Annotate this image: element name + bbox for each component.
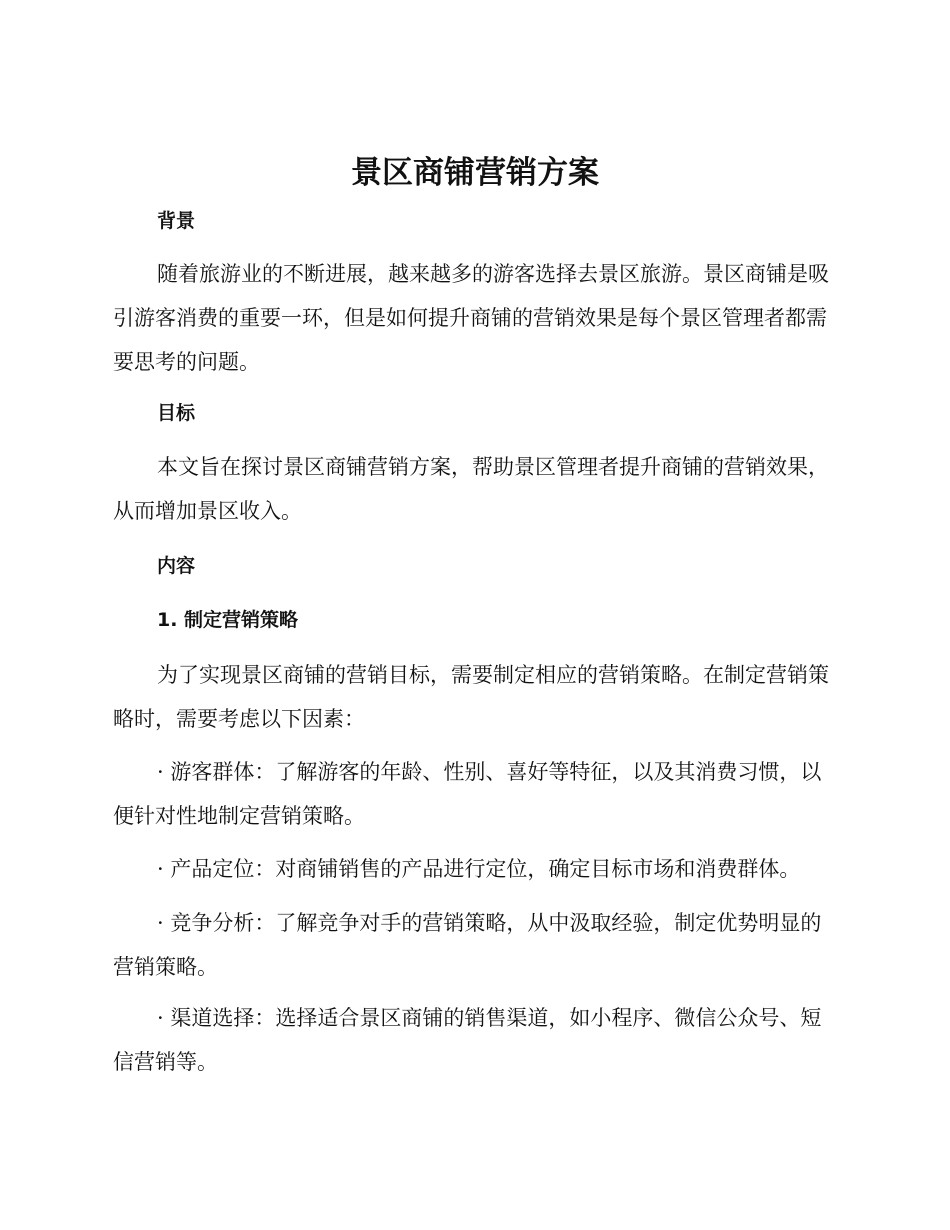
strategy-intro-paragraph: 为了实现景区商铺的营销目标，需要制定相应的营销策略。在制定营销策略时，需要考虑以下因素： [113, 663, 829, 731]
bullet-competition-analysis: · 竞争分析：了解竞争对手的营销策略，从中汲取经验，制定优势明显的营销策略。 [113, 911, 822, 979]
bullet-visitor-group: · 游客群体：了解游客的年龄、性别、喜好等特征，以及其消费习惯，以便针对性地制定营销策略。 [113, 760, 822, 828]
background-heading: 背景 [157, 210, 196, 232]
document-title: 景区商铺营销方案 [351, 155, 599, 191]
content-subheading: 1. 制定营销策略 [157, 609, 299, 631]
goal-heading: 目标 [157, 402, 196, 424]
background-paragraph: 随着旅游业的不断进展，越来越多的游客选择去景区旅游。景区商铺是吸引游客消费的重要一环，但是如何提升商铺的营销效果是每个景区管理者都需要思考的问题。 [113, 262, 829, 374]
bullet-product-positioning: · 产品定位：对商铺销售的产品进行定位，确定目标市场和消费群体。 [157, 857, 801, 881]
goal-paragraph: 本文旨在探讨景区商铺营销方案，帮助景区管理者提升商铺的营销效果，从而增加景区收入。 [113, 455, 829, 523]
content-heading: 内容 [157, 555, 196, 577]
bullet-channel-selection: · 渠道选择：选择适合景区商铺的销售渠道，如小程序、微信公众号、短信营销等。 [113, 1006, 822, 1074]
